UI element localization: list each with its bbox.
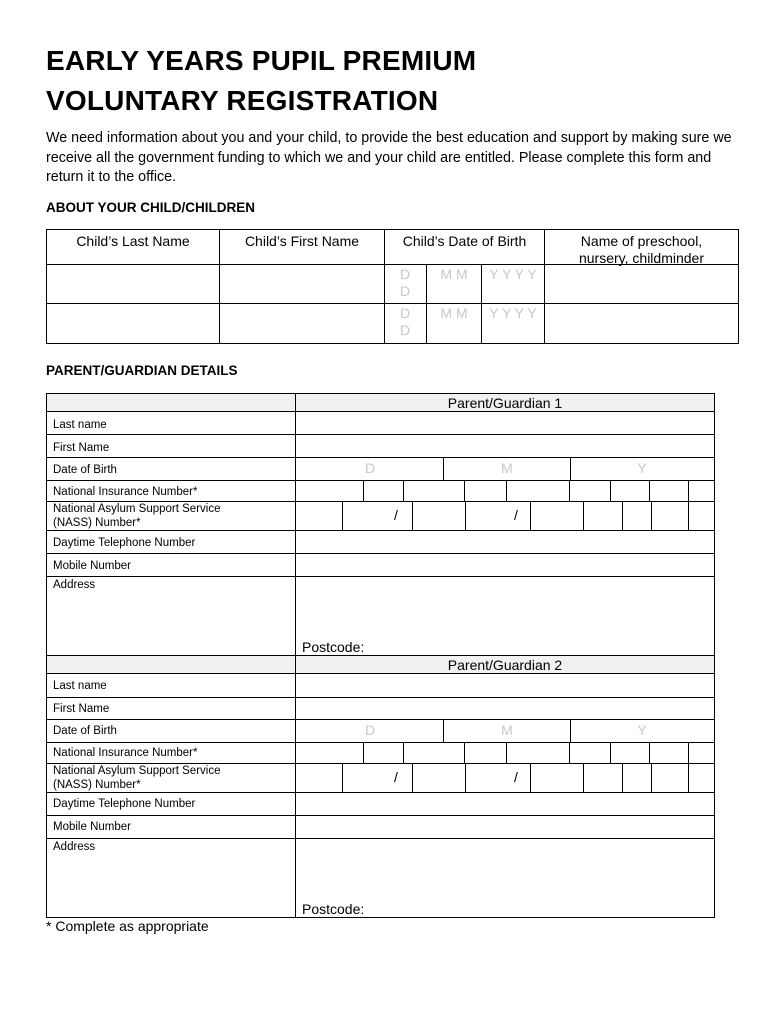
- children-heading: ABOUT YOUR CHILD/CHILDREN: [46, 200, 255, 215]
- g1-nass-box-9[interactable]: [688, 501, 715, 531]
- g2-ni-box-4[interactable]: [464, 742, 507, 764]
- g2-dob-label: Date of Birth: [53, 725, 117, 737]
- g1-daytime-label: Daytime Telephone Number: [53, 537, 196, 549]
- g1-ni-box-9[interactable]: [688, 480, 715, 502]
- g2-postcode-label: Postcode:: [302, 901, 365, 917]
- g2-dob-month-placeholder: M: [501, 722, 513, 738]
- g2-nass-box-4[interactable]: [465, 763, 531, 793]
- g2-nass-box-9[interactable]: [688, 763, 715, 793]
- g1-nass-box-8[interactable]: [651, 501, 689, 531]
- g1-last-name-field[interactable]: [295, 411, 715, 435]
- g1-mobile-field[interactable]: [295, 553, 715, 577]
- g2-mobile-field[interactable]: [295, 815, 715, 839]
- g2-daytime-label: Daytime Telephone Number: [53, 798, 196, 810]
- g1-address-label: Address: [53, 579, 96, 591]
- g1-ni-box-6[interactable]: [569, 480, 611, 502]
- g2-first-name-label: First Name: [53, 703, 110, 715]
- g1-nass-box-7[interactable]: [622, 501, 652, 531]
- g1-dob-month-placeholder: M: [501, 460, 513, 476]
- g1-mobile-label: Mobile Number: [53, 560, 131, 572]
- g2-nass-box-5[interactable]: [530, 763, 584, 793]
- child1-dob-year-placeholder: Y Y Y Y: [489, 266, 537, 282]
- g2-ni-box-9[interactable]: [688, 742, 715, 764]
- g2-nass-box-2[interactable]: [342, 763, 413, 793]
- g2-nass-label-1: National Asylum Support Service: [53, 765, 221, 777]
- guardian1-header: Parent/Guardian 1: [295, 393, 715, 412]
- g1-daytime-field[interactable]: [295, 530, 715, 554]
- parents-heading: PARENT/GUARDIAN DETAILS: [46, 363, 238, 378]
- g2-ni-box-5[interactable]: [506, 742, 570, 764]
- g2-last-name-label: Last name: [53, 680, 107, 692]
- g1-nass-box-6[interactable]: [583, 501, 623, 531]
- guardian1-header-left: [46, 393, 296, 412]
- g2-ni-box-3[interactable]: [403, 742, 465, 764]
- g1-nass-box-4[interactable]: [465, 501, 531, 531]
- child1-last-name-field[interactable]: [46, 264, 220, 304]
- g2-daytime-field[interactable]: [295, 792, 715, 816]
- form-title-line2: VOLUNTARY REGISTRATION: [46, 85, 439, 116]
- g2-dob-year-placeholder: Y: [637, 722, 647, 738]
- g2-nass-box-6[interactable]: [583, 763, 623, 793]
- g2-address-label: Address: [53, 841, 96, 853]
- form-title-line1: EARLY YEARS PUPIL PREMIUM: [46, 45, 477, 76]
- g2-ni-box-2[interactable]: [363, 742, 404, 764]
- g1-nass-box-5[interactable]: [530, 501, 584, 531]
- g2-ni-box-8[interactable]: [649, 742, 689, 764]
- g2-nass-slash-2: /: [514, 769, 518, 785]
- child2-first-name-field[interactable]: [219, 303, 385, 344]
- g2-ni-box-6[interactable]: [569, 742, 611, 764]
- g1-ni-box-8[interactable]: [649, 480, 689, 502]
- g1-ni-box-1[interactable]: [295, 480, 364, 502]
- guardian2-header: Parent/Guardian 2: [295, 655, 715, 674]
- g2-nass-label-2: (NASS) Number*: [53, 779, 141, 791]
- g2-ni-box-7[interactable]: [610, 742, 650, 764]
- g1-ni-label: National Insurance Number*: [53, 486, 198, 498]
- g1-ni-box-4[interactable]: [464, 480, 507, 502]
- g1-nass-box-2[interactable]: [342, 501, 413, 531]
- g2-nass-box-7[interactable]: [622, 763, 652, 793]
- g2-nass-slash-1: /: [394, 769, 398, 785]
- g2-ni-label: National Insurance Number*: [53, 747, 198, 759]
- g2-ni-box-1[interactable]: [295, 742, 364, 764]
- footnote: * Complete as appropriate: [46, 918, 209, 934]
- child1-preschool-field[interactable]: [544, 264, 739, 304]
- g1-nass-box-1[interactable]: [295, 501, 343, 531]
- intro-text: We need information about you and your child, to provide the best education and support by making sure we receive all the government funding to which we and your child are entitled. Please complete this form and return it to the office.: [46, 130, 732, 185]
- child2-dob-year-placeholder: Y Y Y Y: [489, 305, 537, 321]
- col-first-name: Child’s First Name: [219, 229, 385, 265]
- g1-ni-box-7[interactable]: [610, 480, 650, 502]
- child2-preschool-field[interactable]: [544, 303, 739, 344]
- g2-nass-box-8[interactable]: [651, 763, 689, 793]
- g1-dob-label: Date of Birth: [53, 464, 117, 476]
- g2-nass-box-3[interactable]: [412, 763, 466, 793]
- g2-first-name-field[interactable]: [295, 697, 715, 720]
- g1-nass-label-1: National Asylum Support Service: [53, 503, 221, 515]
- g1-dob-day-placeholder: D: [364, 460, 376, 476]
- g2-last-name-field[interactable]: [295, 673, 715, 698]
- guardian2-header-left: [46, 655, 296, 674]
- g1-nass-slash-2: /: [514, 507, 518, 523]
- child2-last-name-field[interactable]: [46, 303, 220, 344]
- child1-first-name-field[interactable]: [219, 264, 385, 304]
- g1-nass-box-3[interactable]: [412, 501, 466, 531]
- g2-mobile-label: Mobile Number: [53, 821, 131, 833]
- g1-nass-slash-1: /: [394, 507, 398, 523]
- col-last-name: Child’s Last Name: [46, 229, 220, 265]
- g1-first-name-field[interactable]: [295, 434, 715, 458]
- g1-first-name-label: First Name: [53, 442, 110, 454]
- g2-dob-day-placeholder: D: [364, 722, 376, 738]
- child1-dob-month-placeholder: M M: [440, 266, 468, 282]
- child2-dob-month-placeholder: M M: [440, 305, 468, 321]
- col-preschool: Name of preschool, nursery, childminder: [544, 229, 739, 265]
- g2-nass-box-1[interactable]: [295, 763, 343, 793]
- g1-last-name-label: Last name: [53, 419, 107, 431]
- g1-ni-box-2[interactable]: [363, 480, 404, 502]
- child1-dob-day-placeholder: D D: [399, 266, 411, 299]
- g1-nass-label-2: (NASS) Number*: [53, 517, 141, 529]
- g1-ni-box-3[interactable]: [403, 480, 465, 502]
- g1-ni-box-5[interactable]: [506, 480, 570, 502]
- child2-dob-day-placeholder: D D: [399, 305, 411, 338]
- col-dob: Child’s Date of Birth: [384, 229, 545, 265]
- g1-dob-year-placeholder: Y: [637, 460, 647, 476]
- g1-postcode-label: Postcode:: [302, 639, 365, 655]
